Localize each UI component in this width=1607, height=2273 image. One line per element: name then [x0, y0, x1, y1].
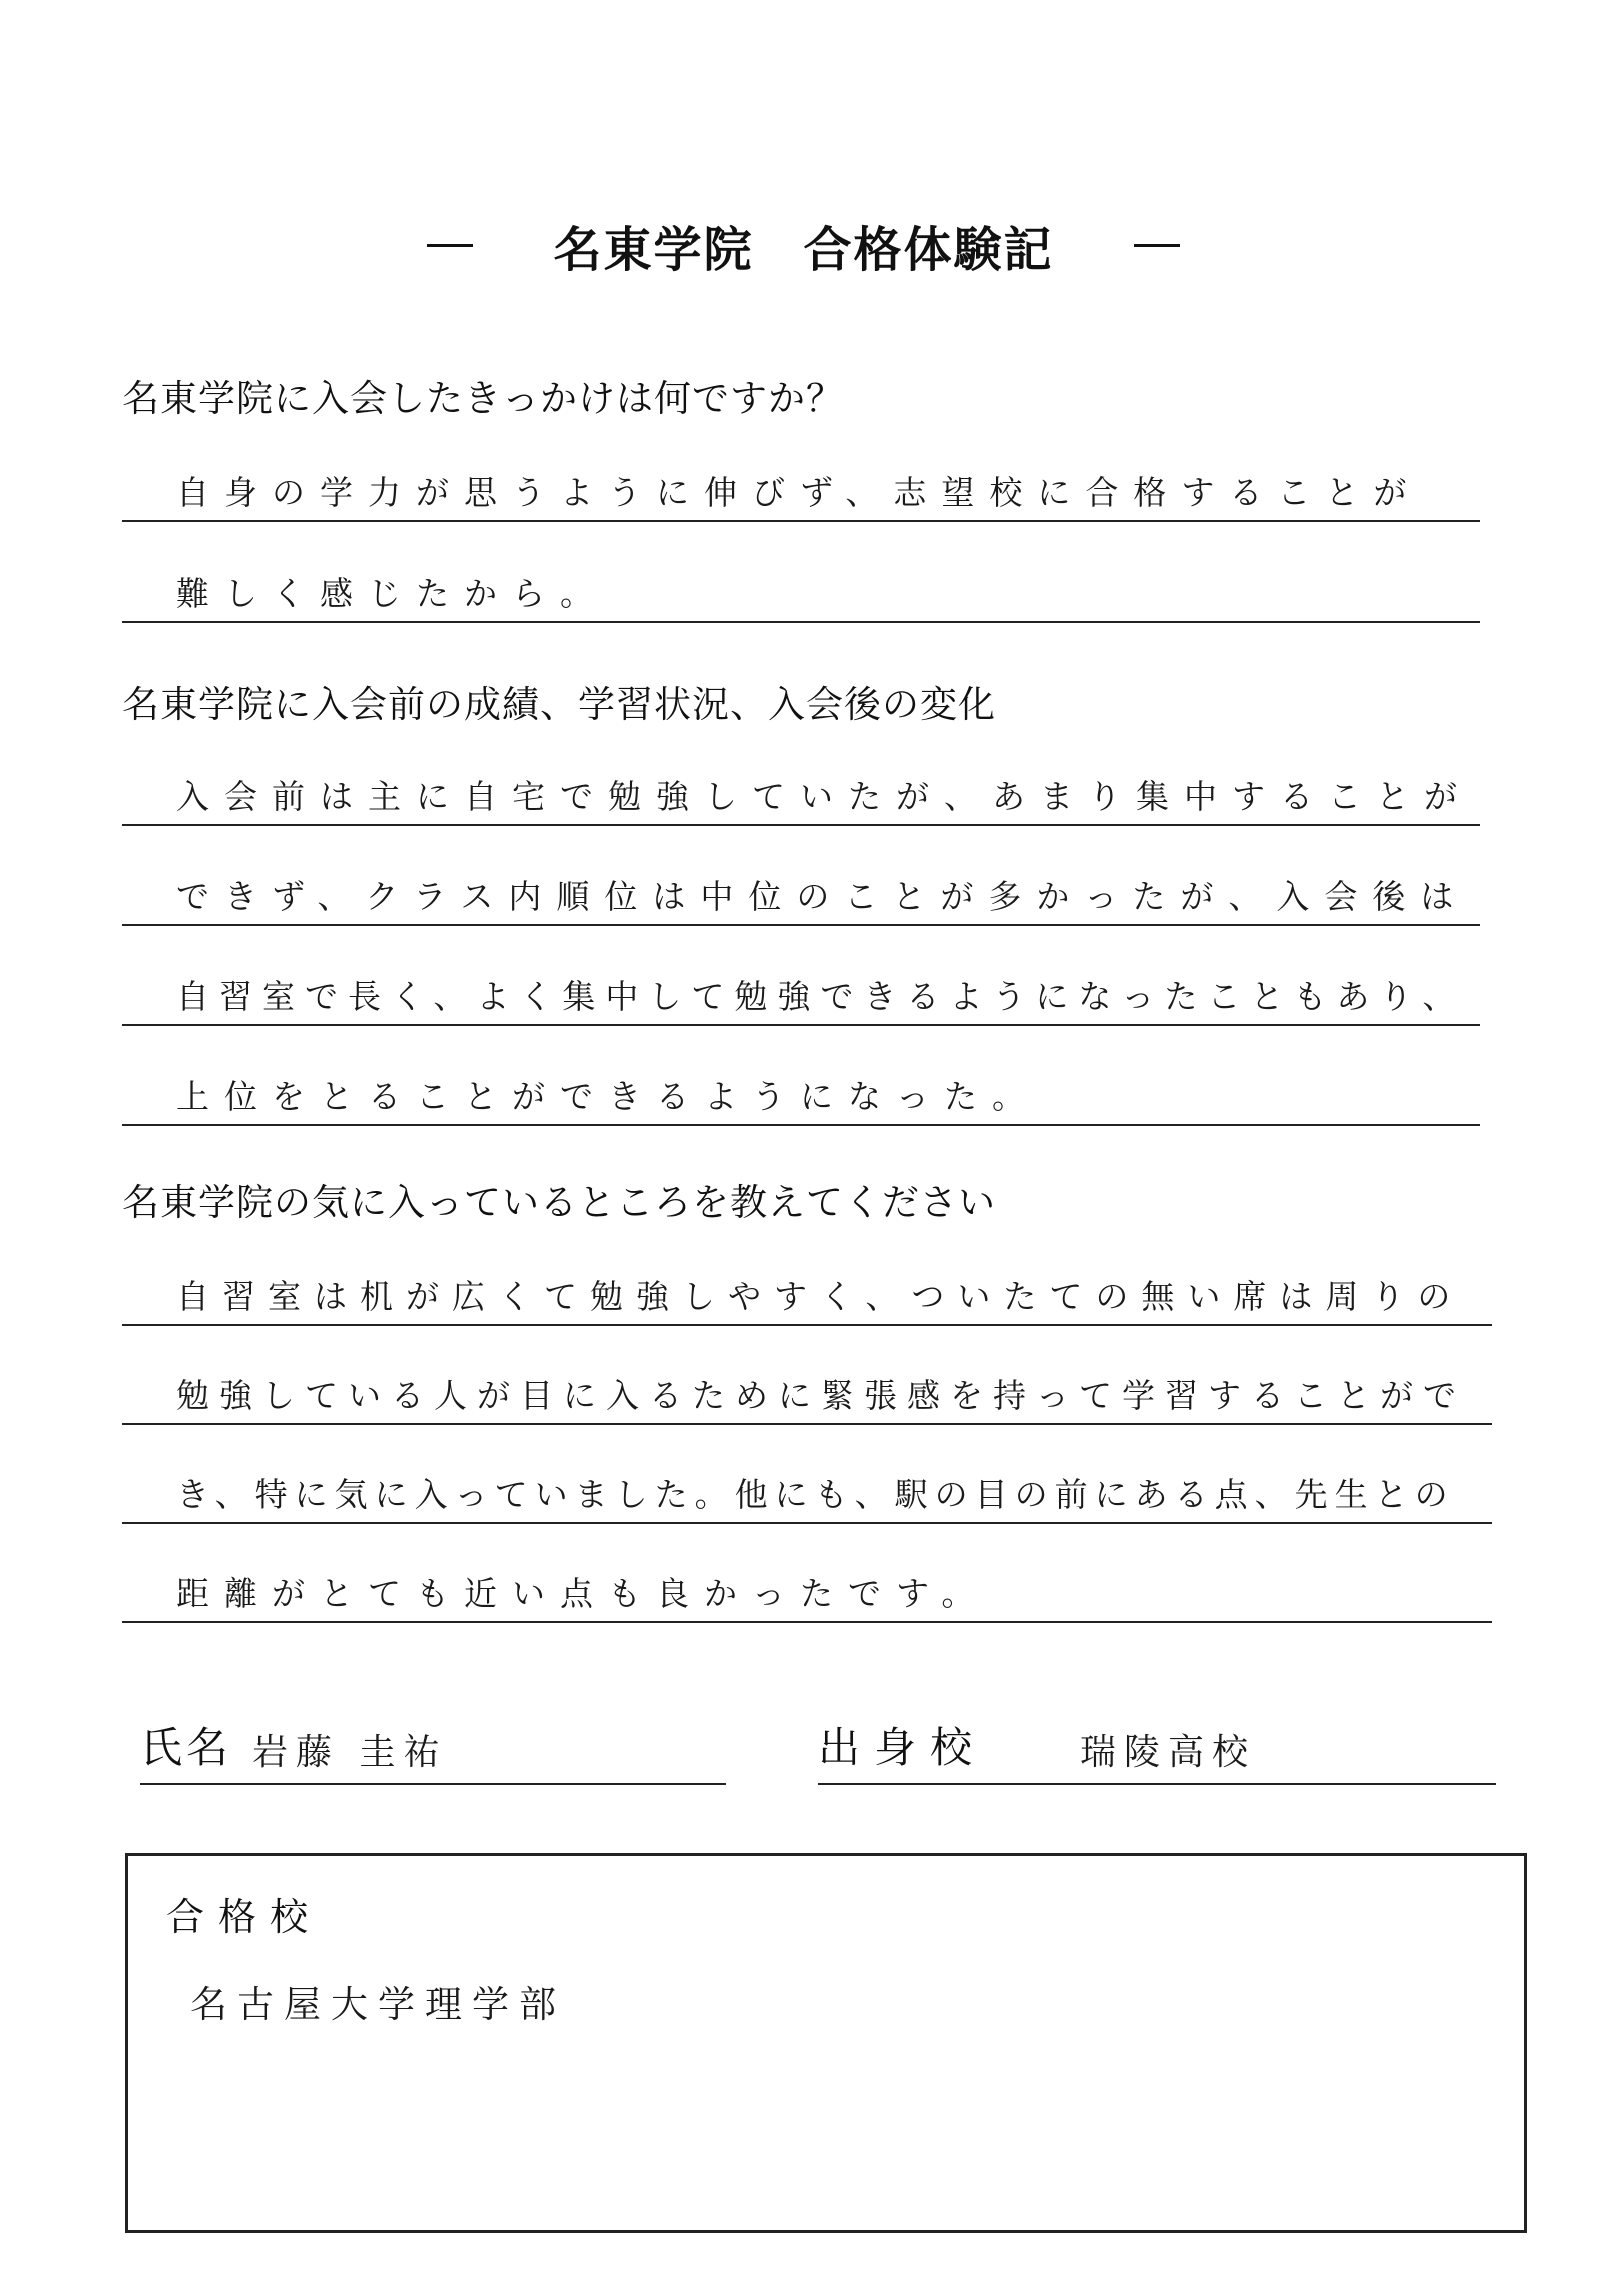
title-dash-left: [427, 244, 473, 247]
question-3: 名東学院の気に入っているところを教えてください: [122, 1181, 996, 1224]
accepted-school-box: [125, 1853, 1527, 2233]
answer-line: [122, 1066, 1480, 1126]
answer-text: 距離がとても近い点も良かったです。: [176, 1574, 990, 1613]
school-field: [818, 1715, 1496, 1785]
accepted-school-label: 合格校: [166, 1895, 323, 1939]
title-dash-right: [1134, 244, 1180, 247]
answer-line: [122, 1365, 1492, 1425]
answer-text: 難しく感じたから。: [176, 574, 608, 613]
school-value: 瑞陵高校: [1080, 1732, 1257, 1773]
name-value: 岩藤 圭祐: [252, 1732, 448, 1773]
school-label: 出身校: [818, 1723, 987, 1772]
name-field: [140, 1715, 726, 1785]
name-label: 氏名: [140, 1723, 233, 1772]
answer-line: [122, 563, 1480, 623]
accepted-school-value: 名古屋大学理学部: [190, 1983, 566, 2026]
answer-line: [122, 866, 1480, 926]
answer-text: 自身の学力が思うように伸びず、志望校に合格することが: [176, 473, 1422, 512]
answer-text: 自習室で長く、よく集中して勉強できるようになったこともあり、: [176, 977, 1466, 1016]
answer-line: [122, 462, 1480, 522]
answer-text: できず、クラス内順位は中位のことが多かったが、入会後は: [176, 877, 1469, 916]
answer-text: き、特に気に入っていました。他にも、駅の目の前にある点、先生との: [176, 1475, 1455, 1514]
page-title: [0, 200, 1607, 290]
answer-line: [122, 766, 1480, 826]
question-2: 名東学院に入会前の成績、学習状況、入会後の変化: [122, 683, 996, 726]
answer-text: 入会前は主に自宅で勉強していたが、あまり集中することが: [176, 777, 1472, 816]
answer-line: [122, 1563, 1492, 1623]
answer-text: 自習室は机が広くて勉強しやすく、ついたての無い席は周りの: [176, 1277, 1464, 1316]
question-1: 名東学院に入会したきっかけは何ですか？: [122, 377, 844, 420]
answer-text: 勉強している人が目に入るために緊張感を持って学習することがで: [176, 1376, 1466, 1415]
answer-line: [122, 966, 1480, 1026]
answer-line: [122, 1266, 1492, 1326]
answer-line: [122, 1464, 1492, 1524]
title-text: 名東学院 合格体験記: [553, 221, 1054, 278]
answer-text: 上位をとることができるようになった。: [176, 1077, 1040, 1116]
